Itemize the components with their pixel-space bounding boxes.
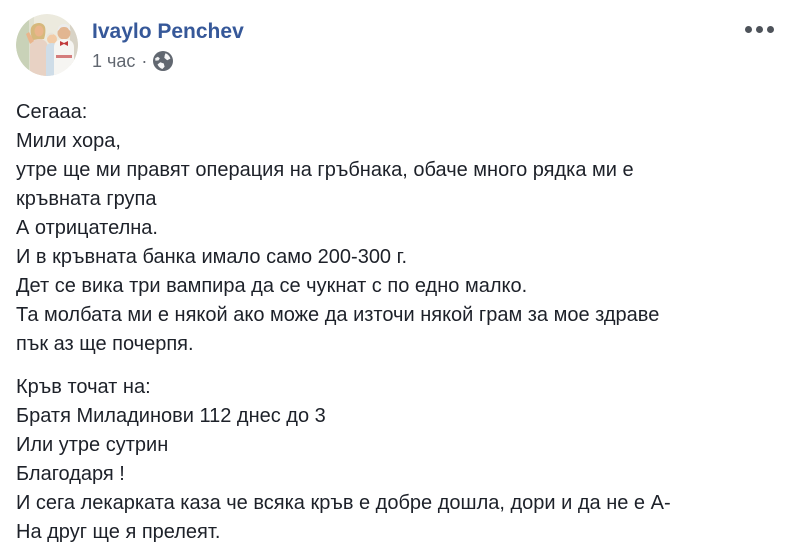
post-text-line: И сега лекарката каза че всяка кръв е добре дошла, дори и да не е А- <box>16 492 671 514</box>
ellipsis-dot <box>767 26 774 33</box>
timestamp-link[interactable]: 1 час <box>92 51 136 71</box>
post-paragraph <box>16 373 774 547</box>
post-text-line: пък аз ще почерпя. <box>16 333 194 355</box>
post-text-line: Кръв точат на: <box>16 376 151 398</box>
post-text-line: Братя Миладинови 112 днес до 3 <box>16 405 326 427</box>
avatar[interactable] <box>16 14 78 76</box>
post-text-line: Сегааа: <box>16 101 88 123</box>
avatar-photo <box>16 14 78 76</box>
ellipsis-menu-button[interactable] <box>743 22 776 37</box>
post-text-line: Благодаря ! <box>16 463 125 485</box>
author-name-link[interactable]: Ivaylo Penchev <box>92 20 244 43</box>
post-text-line: Та молбата ми е някой ако може да източи някой грам за мое здраве <box>16 304 660 326</box>
post-text <box>0 98 790 547</box>
post-text-line: Или утре сутрин <box>16 434 169 456</box>
ellipsis-dot <box>756 26 763 33</box>
post-text-line: Мили хора, <box>16 130 121 152</box>
post-paragraph <box>16 98 774 359</box>
meta-separator: · <box>141 51 148 71</box>
post-text-line: Дет се вика три вампира да се чукнат с по едно малко. <box>16 275 528 297</box>
post-text-line: На друг ще я прелеят. <box>16 521 221 543</box>
post-text-line: И в кръвната банка имало само 200-300 г. <box>16 246 408 268</box>
post-text-line: А отрицателна. <box>16 217 158 239</box>
post-text-line: утре ще ми правят операция на гръбнака, обаче много рядка ми е <box>16 159 634 181</box>
post-text-line: кръвната група <box>16 188 157 210</box>
globe-icon <box>153 51 173 71</box>
post-header-info <box>92 20 244 71</box>
ellipsis-dot <box>745 26 752 33</box>
post-meta <box>92 51 244 71</box>
post-header <box>0 0 790 90</box>
